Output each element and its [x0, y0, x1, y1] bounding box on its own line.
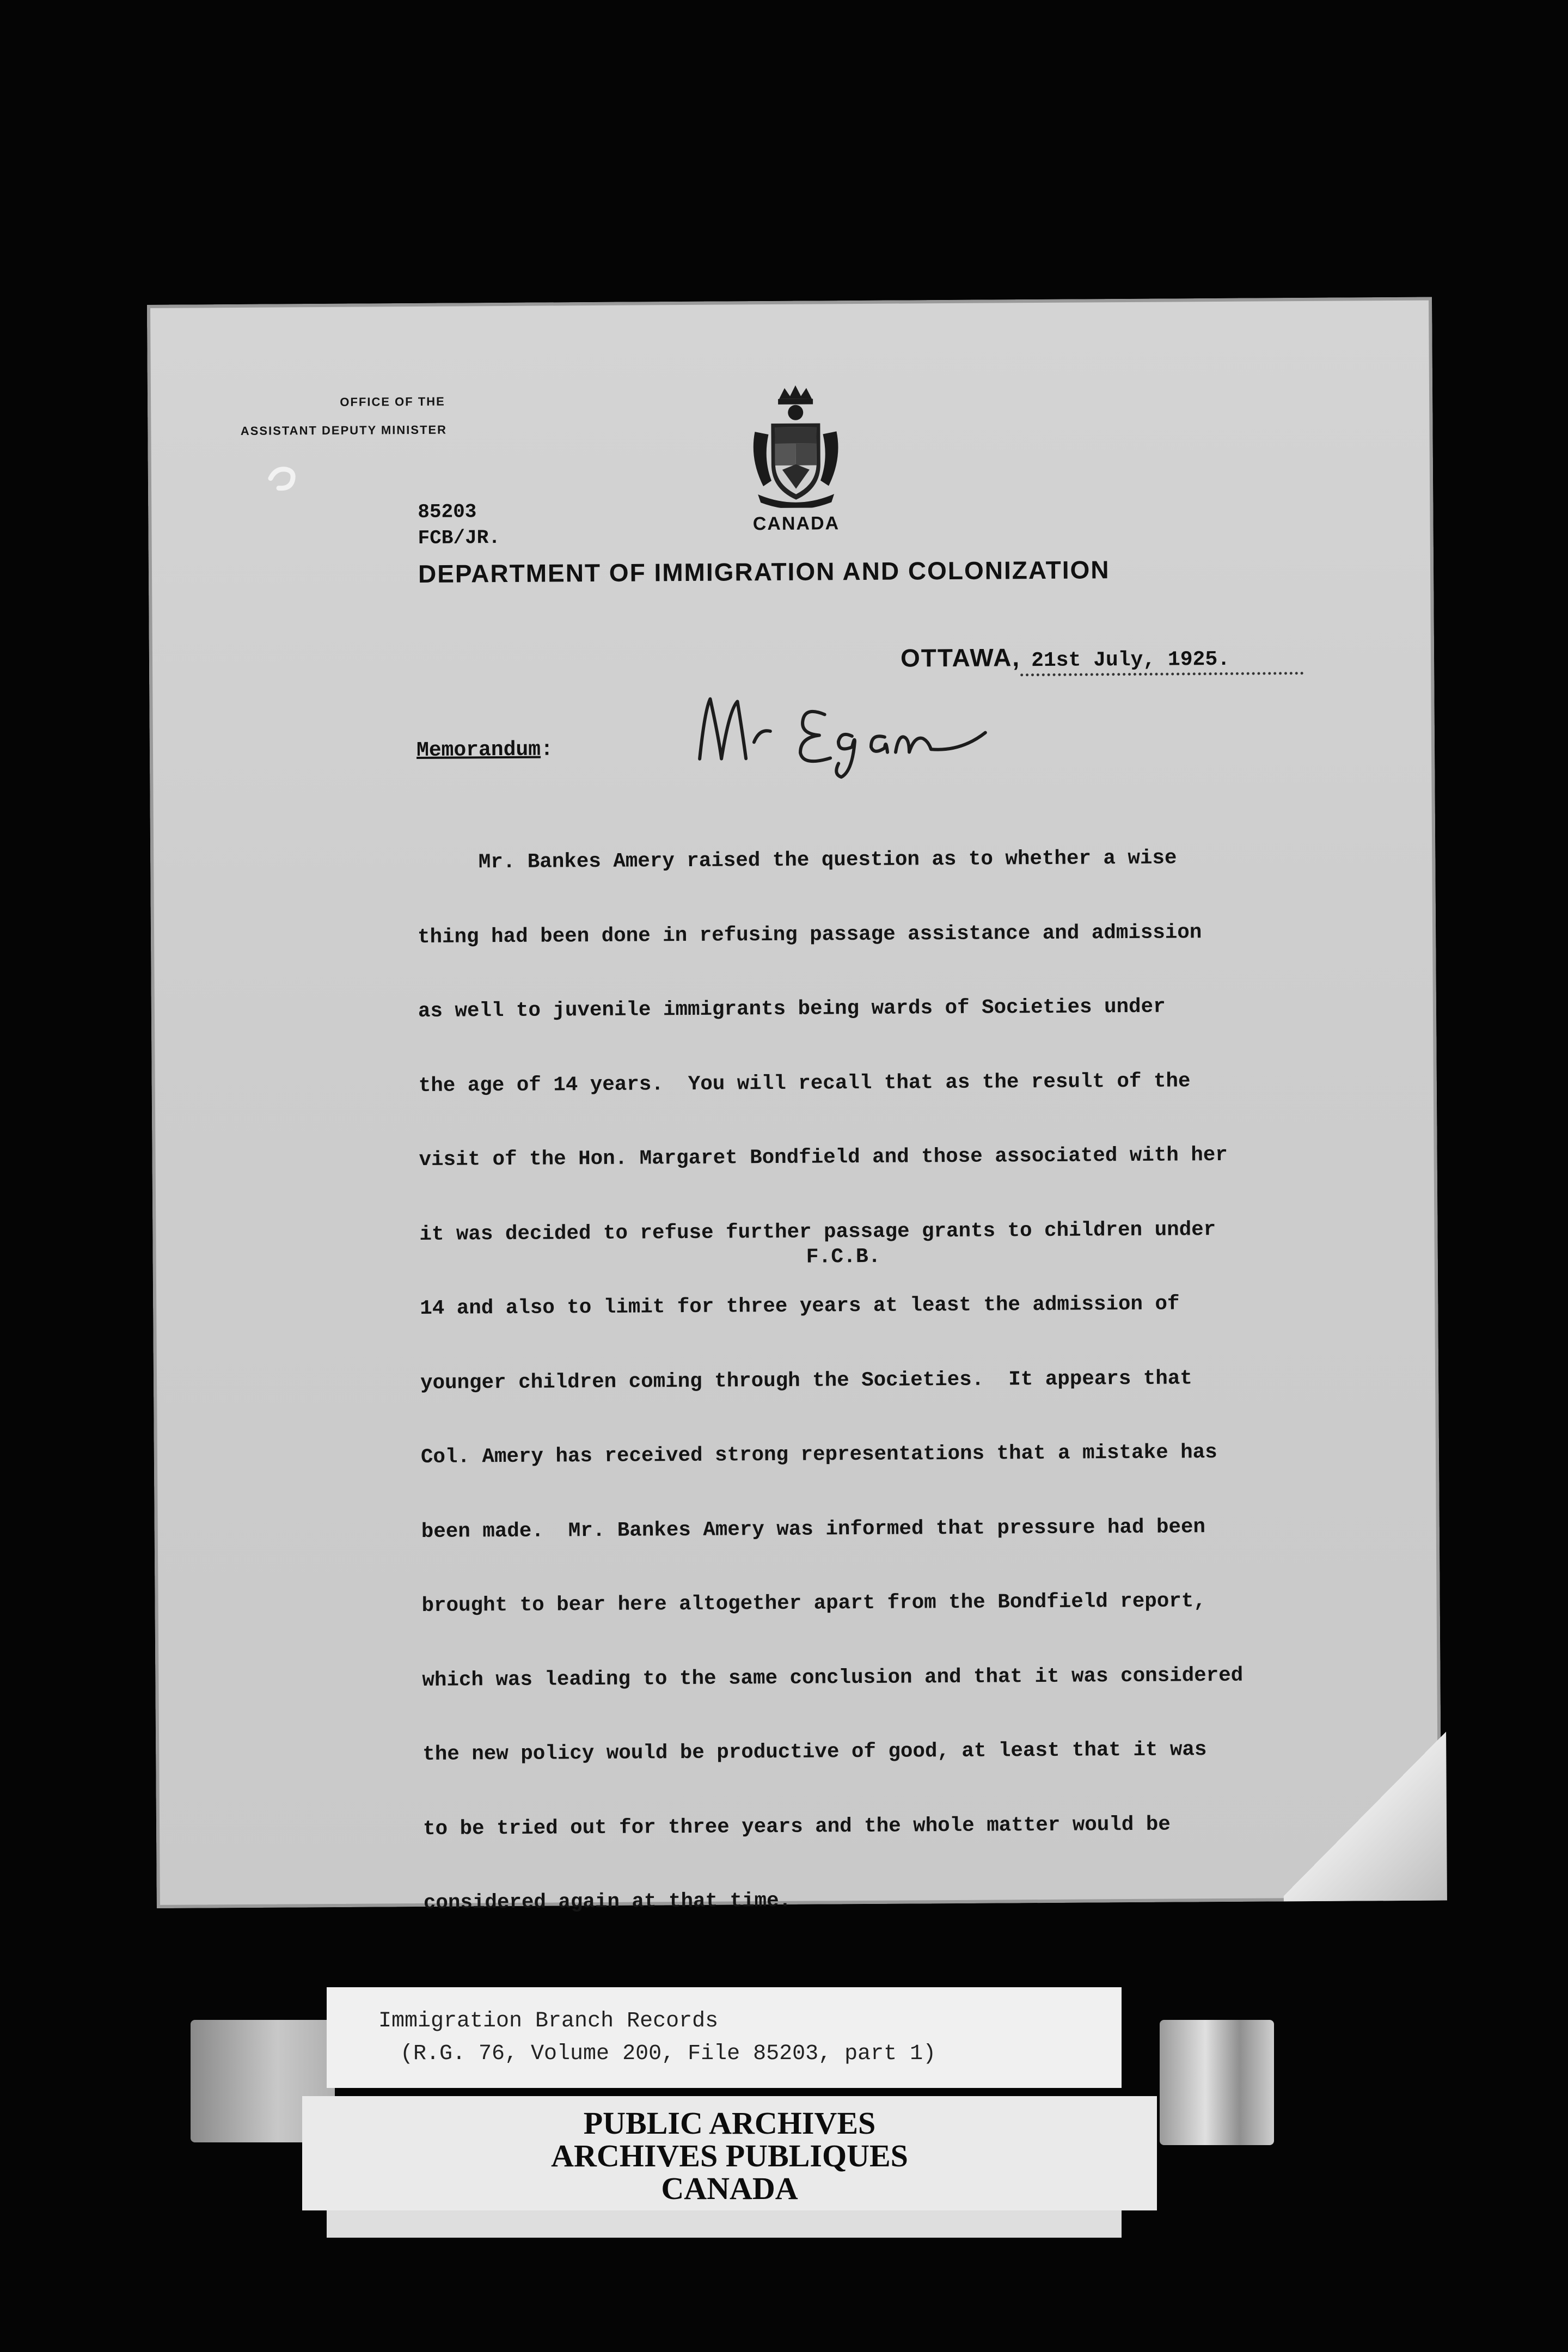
archive-line-2: (R.G. 76, Volume 200, File 85203, part 1) [400, 2042, 936, 2066]
memo-line: Col. Amery has received strong representations that a mistake has [420, 1441, 1217, 1469]
archive-reference-card [327, 1987, 1122, 2088]
memo-body [417, 795, 1361, 1965]
memo-line: thing had been done in refusing passage assistance and admission [417, 921, 1202, 949]
archive-line-1: Immigration Branch Records [378, 2009, 719, 2033]
memo-sheet [147, 297, 1442, 1915]
memo-line: visit of the Hon. Margaret Bondfield and those associated with her [419, 1143, 1228, 1172]
paperclip-mark-icon [265, 462, 303, 494]
memo-line: the age of 14 years. You will recall that as the result of the [418, 1069, 1191, 1098]
memo-line: it was decided to refuse further passage grants to children under [419, 1218, 1216, 1246]
file-reference [418, 499, 500, 552]
memo-heading-suffix: : [540, 738, 553, 762]
office-of-heading [229, 387, 513, 445]
bottom-strip [327, 2210, 1122, 2238]
office-line-2: ASSISTANT DEPUTY MINISTER [240, 422, 448, 438]
canada-coat-of-arms-icon [741, 382, 850, 508]
office-line-1: OFFICE OF THE [340, 394, 445, 409]
handwritten-addressee [688, 676, 994, 781]
memo-sign-off: F.C.B. [806, 1245, 881, 1269]
memo-line: Mr. Bankes Amery raised the question as to whether a wise [417, 847, 1177, 874]
dateline [901, 641, 1303, 677]
dateline-date: 21st July, 1925. [1020, 647, 1303, 676]
archive-stamp-card [302, 2096, 1157, 2210]
memo-line: been made. Mr. Bankes Amery was informed that pressure had been [421, 1515, 1206, 1543]
memo-heading-text: Memorandum [416, 738, 541, 762]
archive-stamp-line-3: CANADA [661, 2171, 798, 2206]
memo-line: brought to bear here altogether apart from the Bondfield report, [421, 1590, 1206, 1618]
memo-line: to be tried out for three years and the whole matter would be [422, 1813, 1171, 1841]
memo-line: 14 and also to limit for three years at least the admission of [420, 1293, 1180, 1320]
memo-line: as well to juvenile immigrants being wards of Societies under [418, 995, 1166, 1023]
memo-line: considered again at that time. [423, 1889, 792, 1915]
memo-line: younger children coming through the Societies. It appears that [420, 1367, 1192, 1395]
dateline-place: OTTAWA, [900, 643, 1021, 672]
department-title: DEPARTMENT OF IMMIGRATION AND COLONIZATION [418, 555, 1110, 588]
archive-stamp-line-2: ARCHIVES PUBLIQUES [551, 2138, 908, 2173]
memo-heading [416, 738, 553, 762]
initials-code: FCB/JR. [418, 526, 500, 549]
country-label: CANADA [752, 513, 840, 535]
film-tab-right [1160, 2020, 1274, 2145]
page-corner-curl [1283, 1726, 1447, 1901]
memo-line: which was leading to the same conclusion and that it was considered [422, 1664, 1244, 1692]
archive-stamp-line-1: PUBLIC ARCHIVES [583, 2105, 876, 2141]
file-number: 85203 [418, 500, 477, 523]
memo-line: the new policy would be productive of good, at least that it was [422, 1738, 1207, 1766]
